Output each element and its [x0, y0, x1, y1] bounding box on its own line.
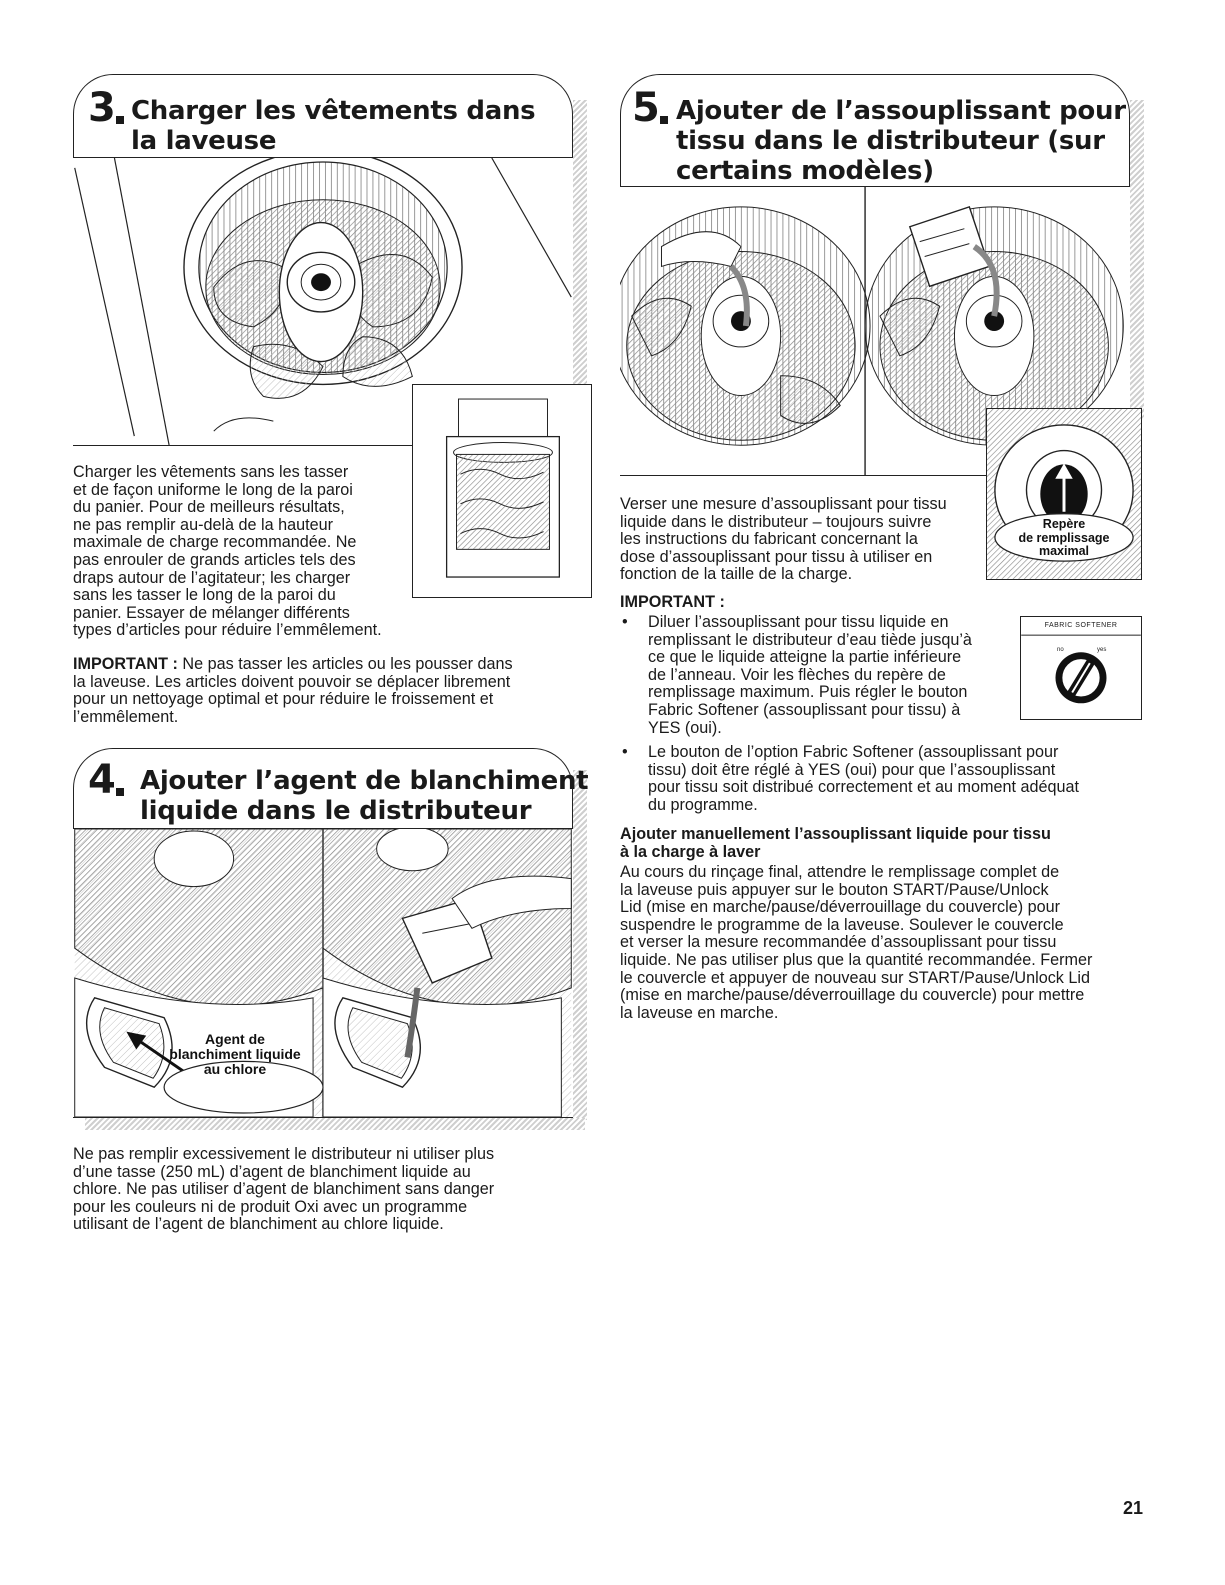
step3-number-dot [116, 116, 124, 124]
bleach-callout-label: Agent de blanchiment liquide au chlore [169, 1031, 301, 1077]
step5-bullet-1: Diluer l’assouplissant pour tissu liquide en remplissant le distributeur d’eau tiède jusqu’à ce que le liquide atteigne la partie inférieure de l’anneau. Voir les flèches du repère de remplissage maximum. Puis régler le bouton Fabric Softener (assouplissant pour tissu) à YES (oui). [648, 613, 972, 737]
step4-number-dot [116, 788, 124, 796]
washer-drum-icon [413, 385, 591, 597]
knob-no-label: no [1057, 647, 1064, 653]
bullet-dot-1: • [622, 613, 628, 631]
manual-softener-body: Au cours du rinçage final, attendre le remplissage complet de la laveuse puis appuyer sur le bouton START/Pause/Unlock Lid (mise en marche/pause/déverrouillage du couvercle) pour suspendre le programme de la laveuse. Soulever le couvercle et verser la mesure recommandée d’assouplissant pour tissu liquide. Ne pas utiliser plus que la quantité recommandée. Fermer le couvercle et appuyer de nouveau sur START/Pause/Unlock Lid (mise en marche/pause/déverrouillage du couvercle) pour mettre la laveuse en marche. [620, 863, 1093, 1022]
max-fill-callout-label: Repère de remplissage maximal [1018, 517, 1110, 558]
page-number: 21 [1122, 1498, 1143, 1518]
step5-number-dot [660, 116, 668, 124]
important-label: IMPORTANT : [73, 655, 178, 673]
step5-card-shadow [1130, 100, 1144, 420]
manual-softener-heading: Ajouter manuellement l’assouplissant liquide pour tissu à la charge à laver [620, 825, 1051, 861]
step3-important: IMPORTANT : Ne pas tasser les articles ou les pousser dans la laveuse. Les articles doivent pouvoir se déplacer librement pour un nettoyage optimal et pour réduire le froissement et l’emmêlement. [73, 655, 513, 726]
step5-title: Ajouter de l’assouplissant pour tissu dans le distributeur (sur certains modèles) [676, 96, 1126, 186]
bleach-dispenser-drawing [73, 829, 573, 1117]
knob-panel-label: FABRIC SOFTENER [1044, 622, 1118, 629]
knob-yes-label: yes [1097, 647, 1107, 653]
step4-number: 4 [88, 757, 116, 803]
fabric-softener-knob-icon [1021, 617, 1141, 719]
bullet-dot-2: • [622, 743, 628, 761]
step5-bullet-2: Le bouton de l’option Fabric Softener (assouplissant pour tissu) doit être réglé à YES (oui) pour que l’assouplissant pour tissu soit distribué correctement et au moment adéquat du programme. [648, 743, 1079, 814]
step5-body: Verser une mesure d’assouplissant pour tissu liquide dans le distributeur – toujours suivre les instructions du fabricant concernant la dose d’assouplissant pour tissu à utiliser en fonction de la taille de la charge. [620, 495, 947, 584]
step4-illustration [73, 828, 573, 1118]
step4-body: Ne pas remplir excessivement le distributeur ni utiliser plus d’une tasse (250 mL) d’agent de blanchiment liquide au chlore. Ne pas utiliser d’agent de blanchiment sans danger pour les couleurs ni de produit Oxi avec un programme utilisant de l’agent de blanchiment au chlore liquide. [73, 1145, 495, 1234]
fabric-softener-knob-inset [1020, 616, 1142, 720]
washer-capacity-inset [412, 384, 592, 598]
step5-number: 5 [632, 85, 660, 131]
step4-card-shadow-bottom [85, 1118, 585, 1130]
step5-important-label: IMPORTANT : [620, 593, 725, 611]
step3-title: Charger les vêtements dans la laveuse [131, 96, 536, 156]
step3-body: Charger les vêtements sans les tasser et de façon uniforme le long de la paroi du panier. Pour de meilleurs résultats, ne pas remplir au-delà de la hauteur maximale de charge recommandée. Ne pas enrouler de grands articles tels des draps autour de l’agitateur; les charger sans les tasser le long de la paroi du panier. Essayer de mélanger différents types d’articles pour réduire l’emmêlement. [73, 463, 382, 640]
step3-number: 3 [88, 85, 116, 131]
step4-title: Ajouter l’agent de blanchiment liquide dans le distributeur [140, 766, 589, 826]
